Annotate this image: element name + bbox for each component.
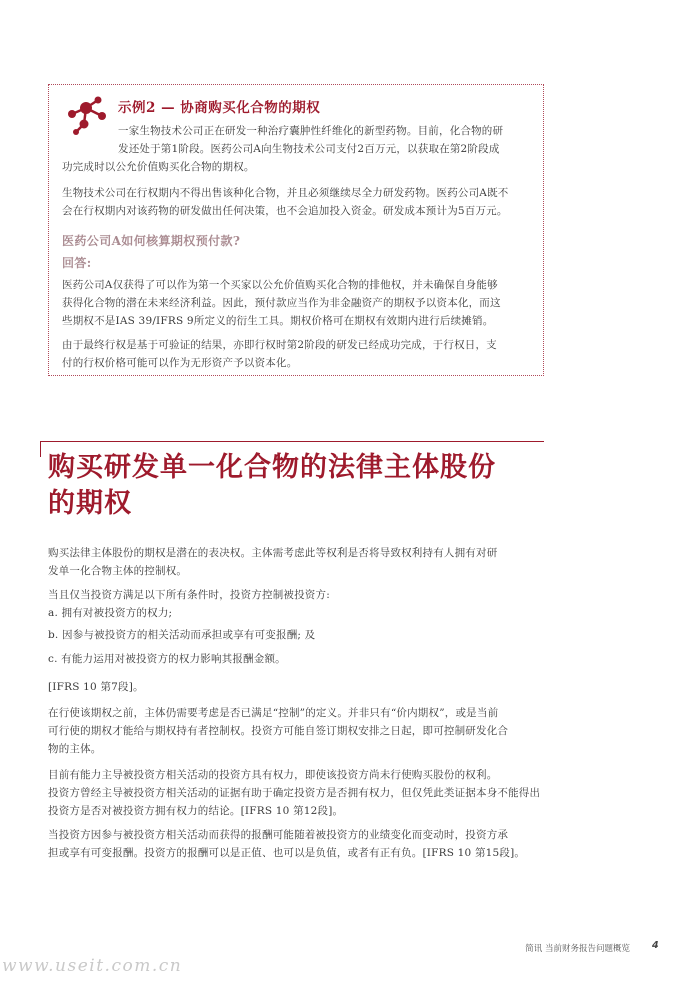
- section-p1-line2: 发单一化合物主体的控制权。: [48, 565, 188, 577]
- section-item-b: b. 因参与被投资方的相关活动而承担或享有可变报酬; 及: [48, 629, 316, 641]
- example-question: 医药公司A如何核算期权预付款?: [62, 234, 241, 248]
- example-para1-line3: 功完成时以公允价值购买化合物的期权。: [62, 161, 255, 173]
- section-p4-line3: 投资方是否对被投资方拥有权力的结论。[IFRS 10 第12段]。: [48, 805, 344, 817]
- section-p3-line2: 可行使的期权才能给与期权持有者控制权。投资方可能自签订期权安排之日起，即可控制研发化合: [48, 725, 509, 737]
- section-title-line2: 的期权: [48, 488, 132, 519]
- section-p5-line1: 当投资方因参与被投资方相关活动而获得的报酬可能随着被投资方的业绩变化而变动时，投资方承: [48, 829, 509, 841]
- section-ref1: [IFRS 10 第7段]。: [48, 681, 144, 693]
- molecule-icon: [62, 94, 110, 136]
- section-p1-line1: 购买法律主体股份的期权是潜在的表决权。主体需考虑此等权利是否将导致权利持有人拥有对研: [48, 547, 498, 559]
- example-para2-line1: 生物技术公司在行权期内不得出售该种化合物，并且必须继续尽全力研发药物。医药公司A既不: [62, 187, 509, 199]
- example-answer-label: 回答:: [62, 256, 92, 270]
- page-number: 4: [652, 940, 659, 951]
- example-answer2-line1: 由于最终行权是基于可验证的结果，亦即行权时第2阶段的研发已经成功完成，于行权日，支: [62, 339, 497, 351]
- section-p2: 当且仅当投资方满足以下所有条件时，投资方控制被投资方:: [48, 589, 330, 601]
- section-divider: [40, 441, 544, 442]
- footer-publication: 简讯 当前财务报告问题概览: [525, 944, 630, 954]
- section-p5-line2: 担或享有可变报酬。投资方的报酬可以是正值、也可以是负值，或者有正有负。[IFRS 10 第15段]。: [48, 847, 526, 859]
- section-title: [48, 450, 548, 522]
- example-answer1-line1: 医药公司A仅获得了可以作为第一个买家以公允价值购买化合物的排他权，并未确保自身能够: [62, 279, 498, 291]
- section-p4-line1: 目前有能力主导被投资方相关活动的投资方具有权力，即使该投资方尚未行使购买股份的权利。: [48, 769, 498, 781]
- section-title-line1: 购买研发单一化合物的法律主体股份: [48, 452, 496, 483]
- example-answer1-line2: 获得化合物的潜在未来经济利益。因此，预付款应当作为非金融资产的期权予以资本化，而这: [62, 297, 501, 309]
- example-para1-line2: 发还处于第1阶段。医药公司A向生物技术公司支付2百万元，以获取在第2阶段成: [118, 143, 500, 155]
- example-para2-line2: 会在行权期内对该药物的研发做出任何决策，也不会追加投入资金。研发成本预计为5百万元。: [62, 205, 508, 217]
- section-p4-line2: 投资方曾经主导被投资方相关活动的证据有助于确定投资方是否拥有权力，但仅凭此类证据本身不能得出: [48, 787, 541, 799]
- section-item-c: c. 有能力运用对被投资方的权力影响其报酬金额。: [48, 653, 286, 665]
- example-para1-line1: 一家生物技术公司正在研发一种治疗囊肿性纤维化的新型药物。目前，化合物的研: [118, 125, 504, 137]
- example-answer2-line2: 付的行权价格可能可以作为无形资产予以资本化。: [62, 357, 298, 369]
- section-p3-line3: 物的主体。: [48, 743, 102, 755]
- section-item-a: a. 拥有对被投资方的权力;: [48, 607, 173, 619]
- example-answer1-line3: 些期权不是IAS 39/IFRS 9所定义的衍生工具。期权价格可在期权有效期内进行后续摊销。: [62, 315, 494, 327]
- section-p3-line1: 在行使该期权之前，主体仍需要考虑是否已满足“控制”的定义。并非只有“价内期权”，或是当前: [48, 707, 499, 719]
- watermark: www.useit.com.cn: [2, 956, 183, 976]
- section-divider-tick: [40, 441, 41, 457]
- example-title: 示例2 — 协商购买化合物的期权: [118, 100, 321, 116]
